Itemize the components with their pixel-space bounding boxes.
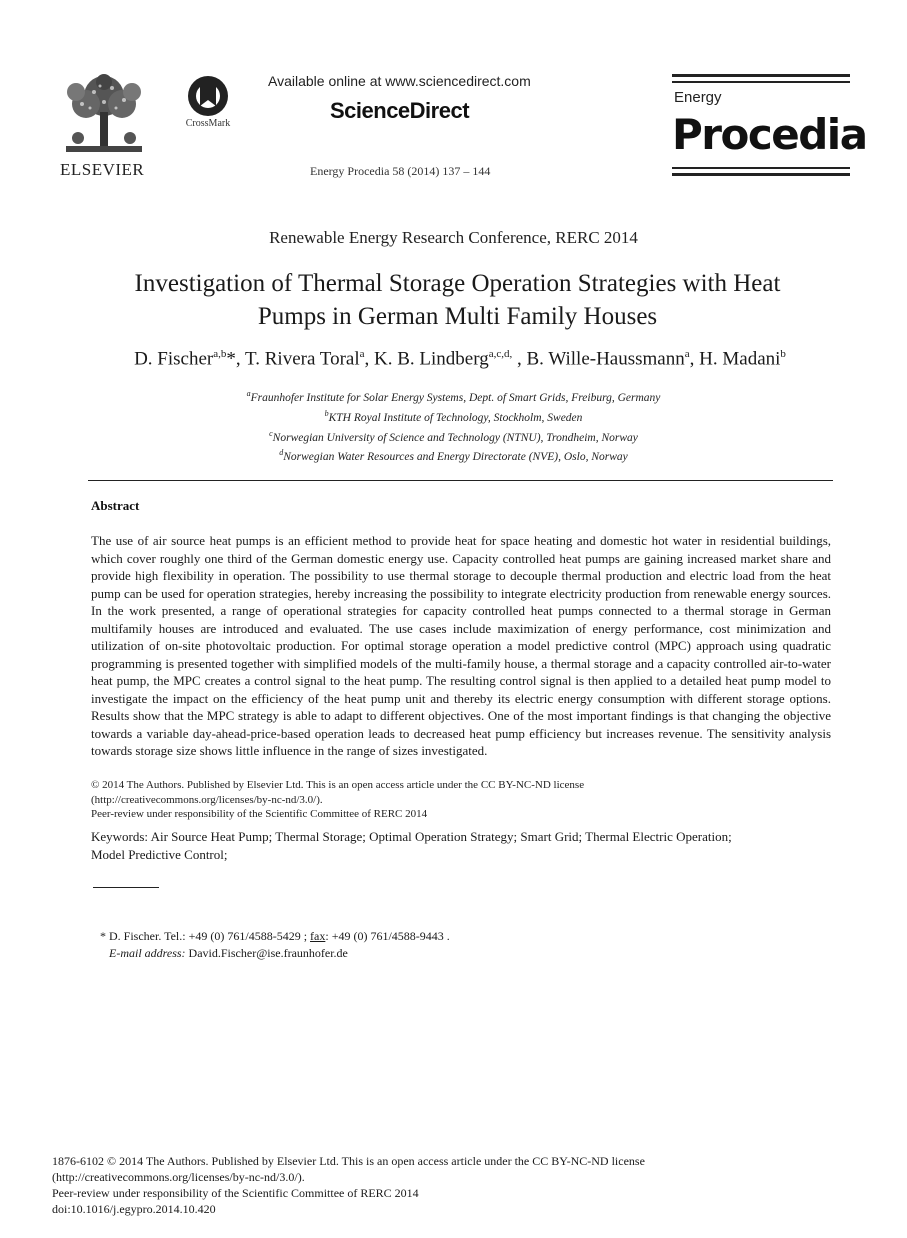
affiliation-text: Norwegian University of Science and Technology (NTNU), Trondheim, Norway — [272, 431, 638, 444]
keywords — [91, 828, 831, 864]
author-affiliation-marker: a,c,d, — [488, 348, 513, 360]
affiliation-item — [0, 445, 907, 465]
author-name: B. Wille-Haussmann — [526, 348, 685, 370]
author-separator: *, — [226, 348, 246, 370]
author-affiliation-marker: a — [359, 348, 365, 360]
author-separator: , — [689, 348, 700, 370]
peer-review-line: Peer-review under responsibility of the Scientific Committee of RERC 2014 — [52, 1186, 419, 1200]
footnote-email-line — [100, 945, 450, 962]
license-link[interactable]: (http://creativecommons.org/licenses/by-nc-nd/3.0/). — [91, 793, 323, 806]
procedia-wordmark: Procedia — [672, 110, 867, 159]
affiliation-text: Norwegian Water Resources and Energy Directorate (NVE), Oslo, Norway — [283, 451, 628, 464]
affiliation-text: Fraunhofer Institute for Solar Energy Systems, Dept. of Smart Grids, Freiburg, Germany — [250, 391, 661, 404]
author-name: T. Rivera Toral — [245, 348, 360, 370]
journal-reference: Energy Procedia 58 (2014) 137 – 144 — [310, 164, 491, 178]
conference-name: Renewable Energy Research Conference, RERC 2014 — [269, 228, 638, 247]
paper-title — [60, 267, 855, 333]
author-name: D. Fischer — [134, 348, 214, 370]
affiliation-marker: d — [279, 448, 284, 458]
sciencedirect-logo: ScienceDirect — [330, 98, 470, 123]
affiliation-marker: a — [246, 389, 251, 398]
crossmark-label: CrossMark — [185, 118, 231, 129]
section-divider — [88, 480, 833, 481]
doi-link[interactable]: doi:10.1016/j.egypro.2014.10.420 — [52, 1202, 216, 1216]
footnote-contact-line — [100, 928, 450, 945]
corresponding-author-footnote — [100, 928, 450, 962]
keywords-line: Keywords: Air Source Heat Pump; Thermal Storage; Optimal Operation Strategy; Smart Grid; Thermal Electric Operation; — [91, 829, 732, 844]
keywords-line: Model Predictive Control; — [91, 847, 228, 862]
author-name: K. B. Lindberg — [374, 348, 489, 370]
footnote-email[interactable]: David.Fischer@ise.fraunhofer.de — [185, 946, 348, 960]
available-online-text: Available online at www.sciencedirect.com — [268, 73, 531, 89]
author-separator: , — [364, 348, 375, 370]
affiliation-list — [0, 386, 907, 465]
elsevier-tree-logo — [56, 74, 152, 174]
abstract-body: The use of air source heat pumps is an efficient method to provide heat for space heating and domestic hot water in residential buildings, which cover roughly one third of the German domestic energy use. Capacity controlled heat pumps are gaining increased market share and provide high flexibility in operation. The possibility to use thermal storage to decouple thermal production and electric load from the heat pump can be used for operation strategies, hereby increasing the possibility to integrate electricity production from renewable energy sources. In the work presented, a range of operational strategies for capacity controlled heat pumps connected to a thermal storage in German multifamily houses are introduced and evaluated. The use cases include maximization of energy performance, cost minimization and utilization of on-site photovoltaic production. For optimal storage operation a model predictive control (MPC) approach using quadratic programming is presented together with simplified models of the multi-family house, a thermal storage and a capacity controlled air-to-water heat pump, the MPC creates a control signal to the heat pump. The resulting control signal is then applied to a detailed heat pump model to investigate the impact on the efficiency of the heat pump unit and thereby its electric energy consumption with different storage options. Results show that the MPC strategy is able to adapt to different objectives. One of the most important findings is that changing the objective towards a variable day-ahead-price-based operation leads to decreased heat pump efficiency but increases revenue. The sensitivity analysis towards storage size shows little influence in the range of sizes investigated. — [91, 533, 831, 758]
author-affiliation-marker: b — [780, 348, 786, 360]
affiliation-item — [0, 386, 907, 406]
author-separator: , — [512, 348, 527, 370]
issn-line: 1876-6102 © 2014 The Authors. Published by Elsevier Ltd. This is an open access article under the CC BY-NC-ND license — [52, 1154, 645, 1168]
issn-footer — [52, 1153, 852, 1217]
footnote-fax-label: fax — [310, 929, 326, 943]
paper-title-line-2: Pumps in German Multi Family Houses — [257, 303, 658, 330]
peer-review-line: Peer-review under responsibility of the Scientific Committee of RERC 2014 — [91, 808, 428, 820]
footnote-tel: * D. Fischer. Tel.: +49 (0) 761/4588-5429 ; — [100, 929, 311, 943]
elsevier-wordmark: ELSEVIER — [60, 160, 145, 179]
footnote-email-label: E-mail address: — [109, 946, 186, 960]
author-name: H. Madani — [699, 348, 781, 370]
author-list — [40, 348, 880, 370]
affiliation-marker: b — [324, 408, 329, 418]
license-link[interactable]: (http://creativecommons.org/licenses/by-nc-nd/3.0/). — [52, 1170, 305, 1184]
paper-title-line-1: Investigation of Thermal Storage Operation Strategies with Heat — [134, 270, 781, 297]
author-affiliation-marker: a — [684, 348, 690, 360]
author-affiliation-marker: a,b — [213, 348, 227, 360]
affiliation-marker: c — [269, 428, 273, 438]
footnote-divider — [93, 887, 159, 888]
footnote-fax-value: : +49 (0) 761/4588-9443 . — [325, 929, 450, 943]
affiliation-text: KTH Royal Institute of Technology, Stockholm, Sweden — [328, 411, 583, 424]
affiliation-item — [0, 406, 907, 426]
abstract-heading: Abstract — [91, 498, 140, 513]
copyright-notice — [91, 778, 831, 822]
affiliation-item — [0, 426, 907, 446]
procedia-energy-label: Energy — [674, 89, 722, 106]
copyright-line: © 2014 The Authors. Published by Elsevier Ltd. This is an open access article under the CC BY-NC-ND license — [91, 779, 585, 791]
